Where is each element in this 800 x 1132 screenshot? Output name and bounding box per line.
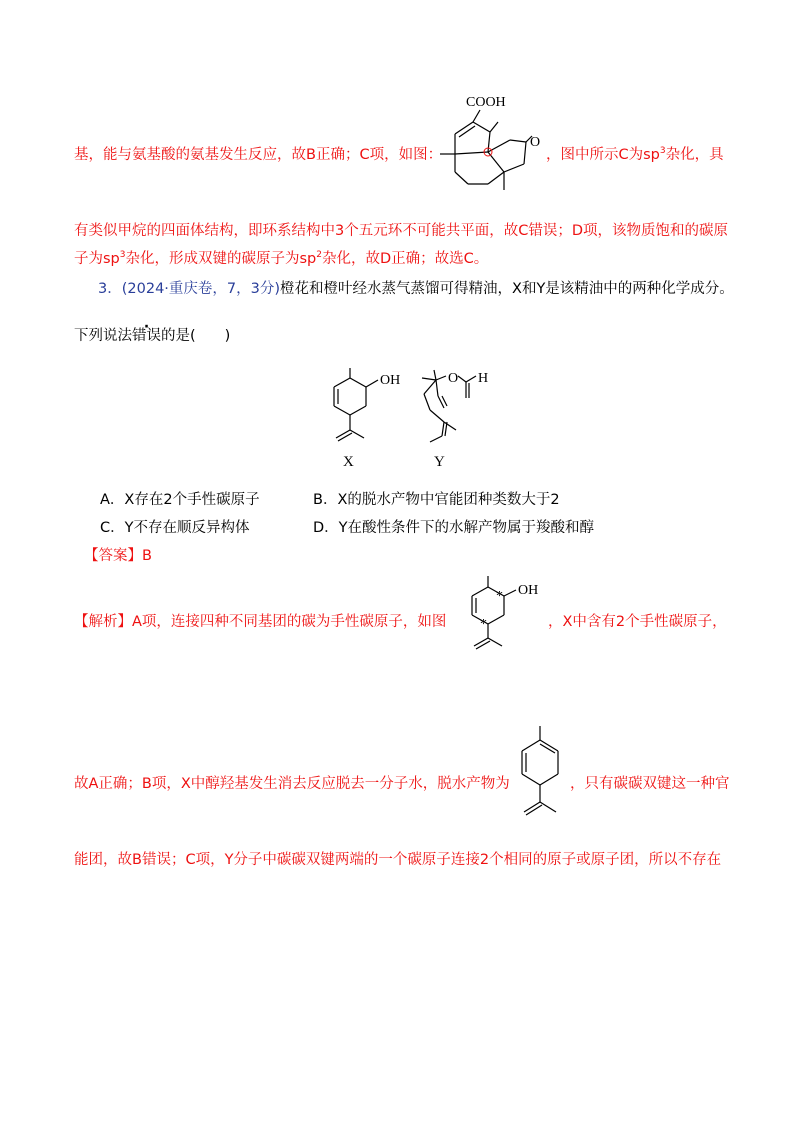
question-ask bbox=[74, 326, 230, 346]
structure-x bbox=[318, 366, 401, 446]
chiral-star-2: * bbox=[480, 617, 487, 632]
prev-line-1-text-b: ，图中所示C为sp bbox=[546, 147, 660, 163]
question-source: (2024·重庆卷，7，3分) bbox=[121, 281, 281, 297]
y-o-label: O bbox=[448, 371, 459, 386]
option-b: B．X的脱水产物中官能团种类数大于2 bbox=[313, 492, 560, 508]
ask-emphasis: 错误 bbox=[132, 328, 161, 344]
option-c: C．Y不存在顺反异构体 bbox=[100, 520, 250, 536]
struct-cooh-label: COOH bbox=[466, 95, 506, 110]
option-a: A．X存在2个手性碳原子 bbox=[100, 492, 260, 508]
analysis-line-1: 【解析】A项，连接四种不同基团的碳为手性碳原子，如图 bbox=[74, 614, 447, 630]
analysis-line-2-tail: ，只有碳碳双键这一种官 bbox=[570, 776, 730, 792]
prev-line-1-tail bbox=[546, 145, 724, 165]
prev-line-3-sup1: 3 bbox=[119, 250, 126, 261]
prev-line-3-sup2: 2 bbox=[316, 250, 322, 261]
prev-line-3 bbox=[74, 249, 488, 269]
analysis-line-2: 故A正确；B项，X中醇羟基发生消去反应脱去一分子水，脱水产物为 bbox=[74, 776, 510, 792]
question-3-stem bbox=[98, 279, 734, 299]
tricyclic-structure bbox=[440, 92, 550, 192]
prev-line-3-a: 子为sp bbox=[74, 251, 120, 267]
structure-y bbox=[416, 366, 506, 446]
dehydration-product bbox=[512, 724, 572, 834]
prev-line-1-text-a: 基，能与氨基酸的氨基发生反应，故B正确；C项，如图： bbox=[74, 147, 443, 163]
prev-line-1 bbox=[74, 145, 442, 165]
x-oh-label: OH bbox=[380, 373, 401, 388]
chiral-star-1: * bbox=[496, 589, 503, 604]
analysis-line-1-tail: ，X中含有2个手性碳原子， bbox=[548, 614, 727, 630]
question-stem-text: 橙花和橙叶经水蒸气蒸馏可得精油，X和Y是该精油中的两种化学成分。 bbox=[280, 281, 734, 297]
chiral-oh-label: OH bbox=[518, 583, 539, 598]
prev-line-3-c: 杂化，故D正确；故选C。 bbox=[322, 251, 489, 267]
structure-y-label: Y bbox=[434, 454, 445, 470]
question-number: 3． bbox=[98, 281, 122, 297]
struct-o-label: O bbox=[530, 135, 541, 150]
analysis-line-3: 能团，故B错误；C项，Y分子中碳碳双键两端的一个碳原子连接2个相同的原子或原子团，所以不存在 bbox=[74, 852, 722, 868]
answer-label: 【答案】B bbox=[84, 548, 152, 564]
prev-line-1-text-c: 杂化，具 bbox=[665, 147, 724, 163]
prev-line-3-b: 杂化，形成双键的碳原子为sp bbox=[125, 251, 317, 267]
ask-a: 下列说法 bbox=[74, 328, 132, 344]
structure-x-chiral bbox=[458, 572, 548, 654]
option-d: D．Y在酸性条件下的水解产物属于羧酸和醇 bbox=[313, 520, 595, 536]
ask-b: 的是( ) bbox=[161, 328, 231, 344]
prev-line-1-sup: 3 bbox=[659, 146, 666, 157]
y-h-label: H bbox=[478, 371, 489, 386]
prev-line-2: 有类似甲烷的四面体结构，即环系结构中3个五元环不可能共平面，故C错误；D项，该物质饱和的碳原 bbox=[74, 223, 729, 239]
structure-x-label: X bbox=[343, 454, 354, 470]
